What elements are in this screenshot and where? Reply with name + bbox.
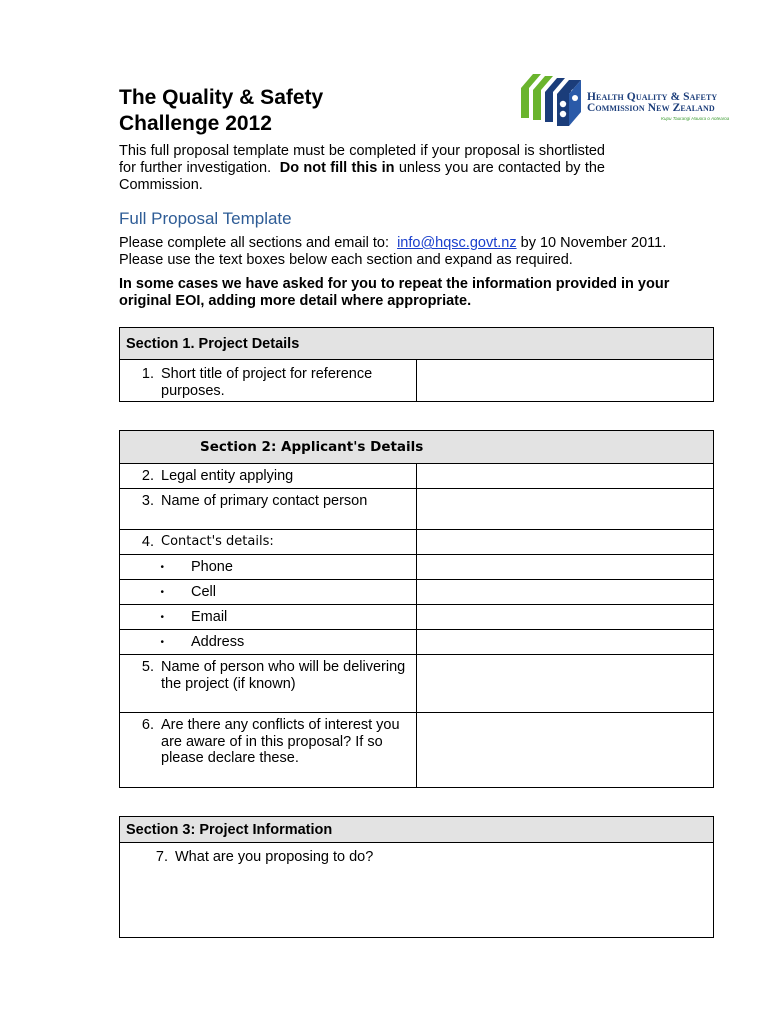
question-number: 3. [141, 493, 154, 509]
question-number: 4. [141, 534, 154, 550]
address-field[interactable] [417, 630, 714, 655]
contact-cell-row [120, 580, 417, 605]
contact-phone-row [120, 555, 417, 580]
intro-text-2: unless you are contacted by the Commission. [119, 160, 605, 193]
section-1-table [119, 327, 714, 402]
bullet-icon: • [160, 586, 164, 598]
logo-line-2: Commission New Zealand [587, 102, 715, 114]
contact-email-row [120, 605, 417, 630]
question-text: Are there any conflicts of interest you are aware of in this proposal? If so please declare these. [161, 717, 400, 766]
question-6 [120, 713, 417, 788]
question-number: 1. [141, 366, 154, 382]
section-2-heading: Section 2: Applicant's Details [120, 431, 714, 464]
question-text: Short title of project for reference purposes. [161, 366, 373, 399]
question-2 [120, 464, 417, 489]
instructions-before-link: Please complete all sections and email to: [119, 235, 390, 251]
question-number: 6. [141, 717, 154, 733]
question-3 [120, 489, 417, 530]
section-3-heading: Section 3: Project Information [120, 817, 714, 843]
section-2-table [119, 430, 714, 788]
answer-4-field[interactable] [417, 530, 714, 555]
intro-paragraph [119, 143, 605, 194]
bullet-label: Cell [191, 584, 216, 600]
bullet-label: Phone [191, 559, 233, 575]
answer-6-field[interactable] [417, 713, 714, 788]
logo-tagline: Kupu Taurangi Hauora o Aotearoa [661, 116, 730, 121]
page-title [119, 85, 323, 137]
question-number: 5. [141, 659, 154, 675]
section-1-heading: Section 1. Project Details [120, 328, 714, 360]
bullet-label: Address [191, 634, 245, 650]
question-number: 2. [141, 468, 154, 484]
question-4 [120, 530, 417, 555]
repeat-info-note: In some cases we have asked for you to repeat the information provided in your original EOI, adding more detail where appropriate. [119, 276, 670, 309]
answer-5-field[interactable] [417, 655, 714, 713]
bullet-icon: • [160, 611, 164, 623]
contact-address-row [120, 630, 417, 655]
title-line-1: The Quality & Safety [119, 86, 324, 109]
question-text: What are you proposing to do? [175, 849, 374, 865]
question-text: Name of primary contact person [161, 493, 368, 509]
title-line-2: Challenge 2012 [119, 112, 272, 135]
bullet-icon: • [160, 636, 164, 648]
logo-mark-icon [519, 68, 585, 130]
answer-7-field[interactable] [120, 843, 714, 938]
answer-3-field[interactable] [417, 489, 714, 530]
answer-2-field[interactable] [417, 464, 714, 489]
bullet-label: Email [191, 609, 228, 625]
instructions-after-link: by 10 November 2011. Please use the text boxes below each section and expand as required. [119, 235, 667, 268]
question-text: Legal entity applying [161, 468, 294, 484]
email-field[interactable] [417, 605, 714, 630]
logo-line-1: Health Quality & Safety [587, 91, 718, 103]
question-1 [120, 360, 417, 402]
answer-1-field[interactable] [417, 360, 714, 402]
email-link[interactable]: info@hqsc.govt.nz [397, 235, 517, 251]
bullet-icon: • [160, 561, 164, 573]
question-text: Contact's details: [161, 534, 274, 549]
instructions-paragraph [119, 235, 679, 269]
phone-field[interactable] [417, 555, 714, 580]
intro-text-1: This full proposal template must be completed if your proposal is shortlisted for further investigation. [119, 143, 605, 176]
hqsc-logo [519, 68, 741, 130]
template-heading: Full Proposal Template [119, 209, 292, 228]
logo-wordmark [587, 92, 717, 114]
intro-bold: Do not fill this in [279, 160, 395, 176]
question-5 [120, 655, 417, 713]
question-number: 7. [155, 849, 168, 865]
cell-field[interactable] [417, 580, 714, 605]
section-3-table [119, 816, 714, 938]
question-text: Name of person who will be delivering the project (if known) [161, 659, 406, 692]
